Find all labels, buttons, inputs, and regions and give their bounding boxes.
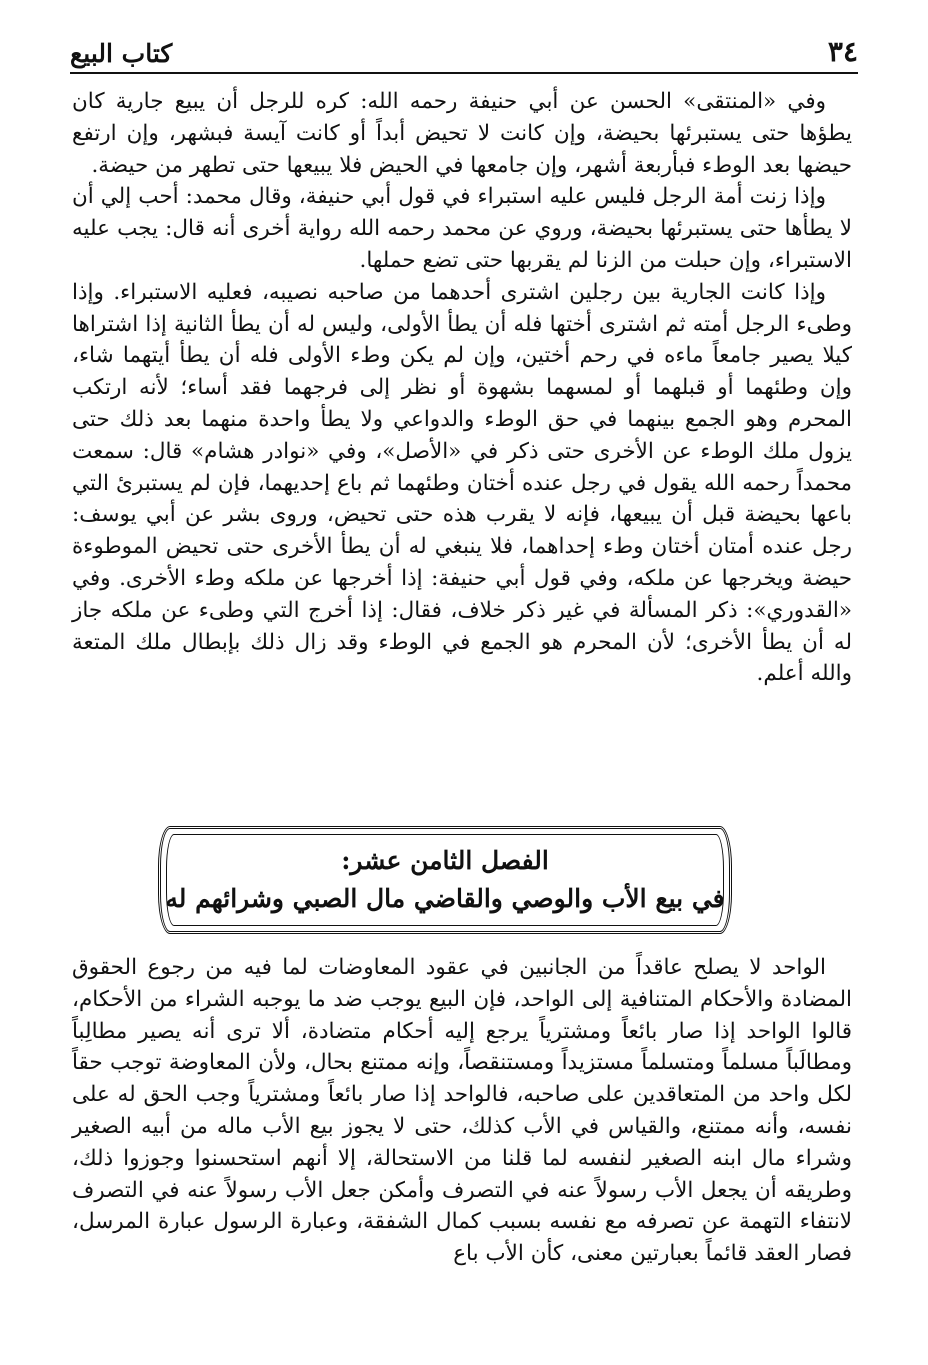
section-2-text [72,952,852,1270]
header-rule [70,72,858,74]
paragraph: الواحد لا يصلح عاقداً من الجانبين في عقود المعاوضات لما فيه من رجوع الحقوق المضادة والأحكام المتنافية إلى الواحد، فإن البيع يوجب ضد ما يوجبه الشراء من الأحكام، قالوا الواحد إذا صار بائعاً ومشترياً يرجع إليه أحكام متضادة، ألا ترى أنه يصير مطالِباً ومطالَباً مسلماً ومتسلماً مستزيداً ومستنقصاً، وإنه ممتنع بحال، ولأن المعاوضة توجب حقاً لكل واحد من المتعاقدين على صاحبه، فالواحد إذا صار بائعاً ومشترياً وجب الحق له على نفسه، وأنه ممتنع، والقياس في الأب كذلك، حتى لا يجوز بيع الأب ماله من أبيه الصغير وشراء مال ابنه الصغير لنفسه لما قلنا من الاستحالة، إلا أنهم استحسنوا وجوزوا ذلك، وطريقه أن يجعل الأب رسولاً عنه في التصرف وأمكن جعل الأب رسولاً عنه في التصرف لانتفاء التهمة عن تصرفه مع نفسه بسبب كمال الشفقة، وعبارة الرسول عبارة المرسل، فصار العقد قائماً بعبارتين معنى، كأن الأب باع [72,955,853,1267]
paragraph: وإذا كانت الجارية بين رجلين اشترى أحدهما من صاحبه نصيبه، فعليه الاستبراء. وإذا وطىء الرجل أمته ثم اشترى أختها فله أن يطأ الأولى، وليس له أن يطأ الثانية إذا اشتراها كيلا يصير جامعاً ماءه في رحم أختين، وإن لم يكن وطء الأولى فله أن يطأ أيتهما شاء، وإن وطئهما أو قبلهما أو لمسهما بشهوة أو نظر إلى فرجهما فقد أساء؛ لأنه ارتكب المحرم وهو الجمع بينهما في حق الوطء والدواعي ولا يطأ واحدة منهما بعد ذلك حتى يزول ملك الوطء عن الأخرى حتى ذكر في «الأصل»، وفي «نوادر هشام» قال: سمعت محمداً رحمه الله يقول في رجل عنده أختان وطئهما ثم باع إحديهما، فإن لم يستبرئ التي باعها بحيضة قبل أن يبيعها، فإنه لا يقرب هذه حتى تحيض، وروى بشر عن أبي يوسف: رجل عنده أمتان أختان وطء إحداهما، فلا ينبغي له أن يطأ الأخرى حتى تحيض الموطوءة حيضة ويخرجها عن ملكه، وفي قول أبي حنيفة: إذا أخرجها عن ملكه وطء الأخرى. وفي «القدوري»: ذكر المسألة في غير ذكر خلاف، فقال: إذا أخرج التي وطىء عن ملكه جاز له أن يطأ الأخرى؛ لأن المحرم هو الجمع في الوطء وقد زال ذلك بإبطال ملك المتعة والله أعلم. [72,279,852,687]
chapter-heading-box [158,826,732,934]
paragraph: وفي «المنتقى» الحسن عن أبي حنيفة رحمه الله: كره للرجل أن يبيع جارية كان يطؤها حتى يستبرئها بحيضة، وإن كانت لا تحيض أبداً أو كانت آيسة فبشهر، وإن ارتفع حيضها بعد الوطء فبأربعة أشهر، وإن جامعها في الحيض فلا يبيعها حتى تطهر من حيضة. [72,89,852,178]
page-number: ٣٤ [827,35,858,68]
section-1-text [72,86,852,690]
paragraph: وإذا زنت أمة الرجل فليس عليه استبراء في قول أبي حنيفة، وقال محمد: أحب إلي أن لا يطأها حتى يستبرئها بحيضة، وروي عن محمد رحمه الله رواية أخرى أنه قال: يجب عليه الاستبراء، وإن حبلت من الزنا لم يقربها حتى تضع حملها. [72,184,852,273]
page-header [70,26,858,68]
running-title: كتاب البيع [70,39,173,68]
chapter-number: الفصل الثامن عشر: [341,846,549,875]
chapter-title: في بيع الأب والوصي والقاضي مال الصبي وشرائهم له [165,884,725,913]
